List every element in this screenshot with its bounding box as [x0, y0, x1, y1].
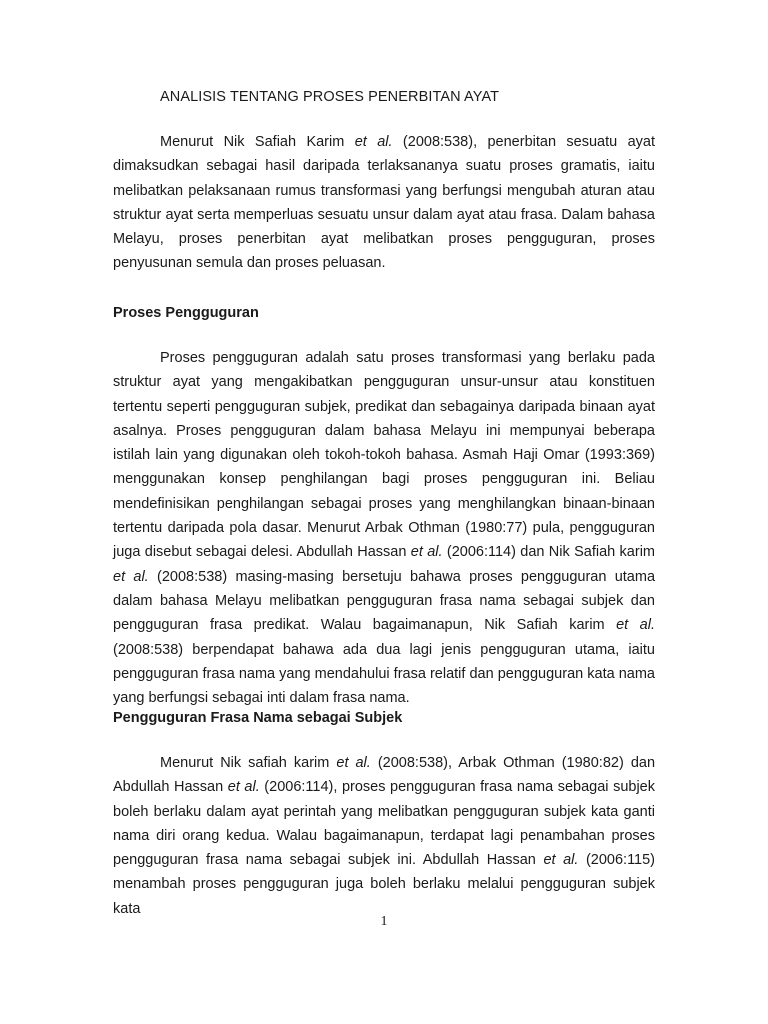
italic-citation: et al. — [227, 779, 260, 796]
paragraph-text: (2008:538) berpendapat bahawa ada dua lagi jenis pengguguran utama, iaitu pengguguran frasa nama yang mendahului frasa relatif dan pengguguran kata nama yang berfungsi sebagai inti dalam frasa nama. — [113, 641, 655, 707]
paragraph-text: (2008:538), Arbak Othman (1980:82) dan Abdullah Hassan — [113, 755, 656, 796]
document-title: ANALISIS TENTANG PROSES PENERBITAN AYAT — [160, 89, 500, 105]
page-number: 1 — [380, 914, 388, 929]
proses-pengguguran-paragraph — [113, 346, 655, 710]
paragraph-text: (2006:114) dan Nik Safiah karim — [442, 544, 655, 561]
paragraph-text: (2008:538), penerbitan sesuatu ayat dimaksudkan sebagai hasil daripada terlaksananya suatu proses gramatis, iaitu melibatkan pelaksanaan rumus transformasi yang berfungsi mengubah aturan atau struktur ayat serta memperluas sesuatu unsur dalam ayat atau frasa. Dalam bahasa Melayu, proses penerbitan ayat melibatkan proses pengguguran, proses penyusunan semula dan proses peluasan. — [113, 134, 656, 272]
paragraph-text: Proses pengguguran adalah satu proses transformasi yang berlaku pada struktur ayat yang mengakibatkan pengguguran unsur-unsur atau konstituen tertentu seperti pengguguran subjek, predikat dan sebagainya daripada binaan ayat asalnya. Proses pengguguran dalam bahasa Melayu ini mempunyai beberapa istilah lain yang digunakan oleh tokoh-tokoh bahasa. Asmah Haji Omar (1993:369) menggunakan konsep penghilangan bagi proses pengguguran ini. Beliau mendefinisikan penghilangan sebagai proses yang menghilangkan binaan-binaan tertentu daripada pola dasar. Menurut Arbak Othman (1980:77) pula, pengguguran juga disebut sebagai delesi. Abdullah Hassan — [113, 350, 655, 561]
italic-citation: et al. — [543, 852, 579, 869]
italic-citation: et al. — [410, 544, 443, 561]
italic-citation: et al. — [113, 568, 149, 585]
pengguguran-frasa-nama-paragraph — [113, 751, 655, 921]
italic-citation: et al. — [616, 617, 655, 634]
paragraph-text: (2006:114), proses pengguguran frasa nama sebagai subjek boleh berlaku dalam ayat perintah yang melibatkan pengguguran subjek kata ganti nama diri orang kedua. Walau bagaimanapun, terdapat lagi penambahan proses pengguguran frasa nama sebagai subjek ini. Abdullah Hassan — [113, 779, 656, 869]
italic-citation: et al. — [336, 755, 371, 771]
paragraph-text: (2006:115) menambah proses pengguguran juga boleh berlaku melalui pengguguran subjek kata — [113, 852, 656, 917]
paragraph-text: (2008:538) masing-masing bersetuju bahawa proses pengguguran utama dalam bahasa Melayu melibatkan pengguguran frasa nama sebagai subjek dan pengguguran frasa predikat. Walau bagaimanapun, Nik Safiah karim — [113, 568, 656, 634]
intro-paragraph — [113, 130, 655, 276]
paragraph-text: Menurut Nik Safiah Karim — [160, 134, 355, 150]
italic-citation: et al. — [354, 134, 393, 150]
paragraph-text: Menurut Nik safiah karim — [160, 755, 337, 771]
section-heading-proses-pengguguran: Proses Pengguguran — [113, 305, 259, 321]
section-heading-pengguguran-frasa-nama: Pengguguran Frasa Nama sebagai Subjek — [113, 710, 403, 726]
